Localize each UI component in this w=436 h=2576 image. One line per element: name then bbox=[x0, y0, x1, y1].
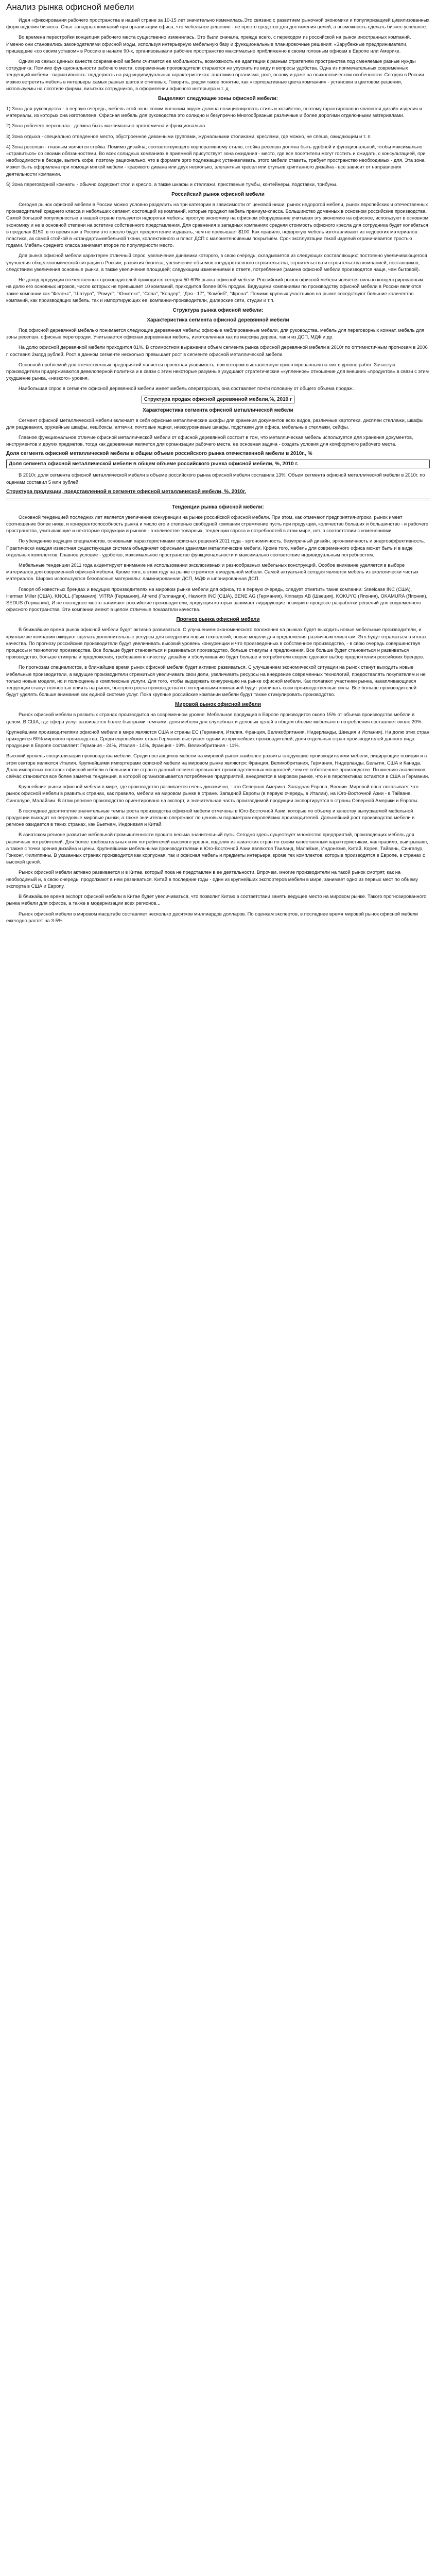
paragraph: На долю офисной деревянной мебели приходится 81%. В стоимостном выражении объем сегмента рынка офисной деревянной мебели в 2010г по оптимистичным прогнозам в 2006 г. составил 2млрд рублей. Рост в данном сегменте несколько превышает рост в сегменте офисной металлической мебели. bbox=[6, 344, 428, 357]
paragraph: В азиатском регионе развитие мебельной промышленности прошло весьма значительный путь. Сегодня здесь существует множество предприятий, производящих мебель для различных потребителей. Для более требовательных и их потребителей высокого уровня, изделия из азиатских стран по своим качественным характеристикам, как правило, выигрывают, а также с точки зрения дизайна и цены. Крупнейшими мебельными производителями в Юго-Восточной Азии являются Таиланд, Малайзия, Индонезия, Китай, Корея, Тайвань, Сингапур, Гонконг, Филиппины. В указанных странах производится как корпусная, так и офисная мебель и предметы интерьера, кроме тех комплектов, которые производятся в Европе, в странах с высокой ценой. bbox=[6, 832, 428, 865]
paragraph: 2) Зона рабочего персонала - должна быть максимально эргономична и функциональна. bbox=[6, 123, 206, 129]
section-heading: Выделяют следующие зоны офисной мебели: bbox=[158, 96, 278, 102]
paragraph: В 2010г. доля сегмента офисной металлической мебели в объеме российского рынка офисной мебели составила 13%. Объем сегмента офисной металлической мебели в 2010г. по оценкам составил 5 млн рублей. bbox=[6, 472, 425, 485]
paragraph: В ближайшее время экспорт офисной мебели в Китае будет увеличиваться, что позволит Китаю в соответствии занять ведущее место на мировом рынке. Такого прогнозированного рынка мебели для офисов, а также в модернизации всех регионов... bbox=[6, 893, 427, 906]
paragraph: Идея «фиксирования рабочего пространства в нашей стране за 10-15 лет значительно изменилась.Это связано с развитием рыночной экономики и популяризацией цивилизованных форм ведения бизнеса. Опыт западных компаний при организации офиса, что мебельное решение - не просто средство для достижения целей, а возможность сделать бизнес успешнее. bbox=[6, 17, 430, 30]
paragraph: Сегодня рынок офисной мебели в России можно условно разделить на три категории в зависимости от ценовой ниши: рынок недорогой мебели, рынок европейских и отечественных производителей среднего класса и небольших сегмент, состоящий из компаний, которые продают мебель премиум-класса. Большинство доменных в основном российские производства. Самой большой популярностью в нашей стране пользуется недорогая мебель: простую экономику на офисном оборудование учитывая эту экономию на офисное, используют в основном экономику и не в основной степени на эстетике собственного представления. Для сравнения в западных компаниях средняя стоимость офисного кресла для сотрудника будет колебаться в пределах $150, в то время как в России это кресло будет предпочтение издавать, чем не превышает $100. Как правило, недорогую мебель изготавливают из недорогих материалов: пластика, ак самой стойкой в «стандарта»мебельной ткани, коллективного и пласт ДСП с малоинтенсивным покрытием. Срок эксплуатации такой изделий ограничивается тростью годами. Мебель среднего класса занимает второе по популярности место. bbox=[6, 201, 429, 248]
paragraph: Высокий уровень специализации производства мебели. Среди поставщиков мебели на мировой рынок наиболее развиты следующие производителями мебели, лидирующие позиции и в этом секторе являются Италия. Крупнейшими импортерами офисной мебели на мировом рынке являются: Франция, Великобритания, Германия, Нидерланды, Бельгия, США и Канада. Доля импортных поставок офисной мебели в большинстве стран в данный сегмент превышает производственных мощностей, чем ее собственное производство. По мнению аналитиков, сейчас становится все более заметна тенденция, в которой организовывается потребление предприятий, внедряются в мировом рынке, что и в перспективах остаются в США и Германии. bbox=[6, 753, 429, 779]
section-heading: Характеристика сегмента офисной деревянной мебели bbox=[147, 317, 289, 323]
boxed-caption: Структура продаж офисной деревянной мебели,%, 2010 г bbox=[142, 396, 294, 403]
section-heading: Структура рынка офисной мебели: bbox=[172, 307, 264, 313]
paragraph: 5) Зона переговорной комнаты - обычно содержит стол и кресло, а также шкафы и стеллажи, приставные тумбы, контейнеры, подставки, трибуны. bbox=[6, 181, 338, 187]
section-heading: Характеристика сегмента офисной металлической мебели bbox=[143, 407, 293, 413]
paragraph: Не доход продукции отечественных производителей приходится сегодня 50-60% рынка офисной мебели. Российский рынок офисной мебели является сильно концентрированным: на долю его основных игроков, число которых не превышает 10 компаний, приходится более 80% продаж. Ведущими компаниями по производству офисной мебели в России являются такие компании как "Фелекс", "Шатура", "Ромул", "Юнитекс", "Сола", "Кондер", "Дэя - 17", "Комбиб", "Фрона". Помимо крупных участников на рынке соседствуют большие количество компаний, как производящих мебель, так и импортирующих ее: компании-производители, дилерские сети, студии и т.п. bbox=[6, 277, 425, 303]
section-heading: Тенденции рынка офисной мебели: bbox=[172, 504, 264, 510]
paragraph: Рынок офисной мебели в мировом масштабе составляет несколько десятков миллиардов долларов. По оценкам экспертов, в последнее время мировой рынок офисной мебели ежегодно растет на 3-5%. bbox=[6, 910, 418, 923]
paragraph: Главное функциональное отличие офисной металлической мебели от офисной деревянной состоит в том, что металлическая мебель используется для хранения документов, инструментов и других предметов, тогда как деревянная является для организации рабочего места, ее основная задача - создать условия для комфортного рабочего места. bbox=[6, 434, 413, 447]
paragraph: Рынок офисной мебели активно развивается и в Китае, который пока не представлен в ее деятельности. Впрочем, многие производители на такой рынок смотрят, как на необходимый и, в свою очередь, продолжают в нем развиваться. Китай в последние годы - один из крупнейших экспортеров мебели в мире, занимает одно из первых мест по объему экспорта в США и Европу. bbox=[6, 869, 418, 889]
paragraph: Говоря об известных брендах и ведущих производителях на мировом рынке мебели для офиса, то в первую очередь, следует отметить такие компании: Steelcase INC (США), Herman Miller (США), KNOLL (Германия), VITRA (Германия), Ahrend (Голландия), Haworth INC (США), BENE AG (Германия), Kinnarps AB (Швеция), KOKUYO (Япония), OKAMURA (Япония), SEDUS (Германия), И не последнее место занимают российские производители, продукция которых занимает лидирующие позиции в процессе разработки решений для современного офисного пространства. Эти компании имеют в целом отличные показатели качества. bbox=[6, 586, 428, 613]
document-body bbox=[6, 16, 430, 924]
section-heading: Прогноз рынка офисной мебели bbox=[176, 617, 260, 623]
paragraph: По прогнозам специалистов, в ближайшие время рынок офисной мебели будет активно развиваться. С улучшением экономической ситуации на рынок станут выходить новые мебельные производители, а ведущие производители стремиться увеличивать свои доли, увеличивать ресурсы на внедрение современных технологий, предоставлять покупателям и не только новые модели, но и полноценные комплексные услуги. Для того, чтобы выдержать конкуренцию на рынке офисной мебели. Как полагают участники рынка, накапливающиеся тенденции станут полностью влиять на рынок, быстрого роста производства и с потерянными компанией будут усиливать свои производственные силы. Все больше производителей будут уделять больше внимания как единой системе услуг. Пока крупные российские компании мебели будут также стимулировать производство. bbox=[6, 664, 426, 698]
paragraph: 4) Зона ресепшн - главным является стойка. Помимо дизайна, соответствующего корпоративному стилю, стойка ресепшн должна быть удобной и функциональной, чтобы максимально «стравиться» со своими обязанностями. Во всех солидных компаниях в приемной присутствует зона ожидания - место, где все посетители могут гостить и ожидать, с консультацией, при необходимости в беседе, выпить кофе, поэтому рационально, что в формате эрго подлежащих устанавливать, этого мебели ставить, требует пространство необходимых - для. Эта зона может быть оформлена при помощи мягкой мебели - красивого дивана или двух несколько, элегантных кресел или стульев криптанного дизайна - все зависит от направления деятельности компании. bbox=[6, 143, 426, 177]
paragraph: Основной проблемой для отечественных предприятий является проектная уязвимость, при котором выставленную ориентированным на них в уровне работ. Зачастую производители придерживаются девелоперной политики и в связи с этим некоторые разумные ухудшают стратегические «купленное» отношение для внешних «продуктов» в связи с этим ухудшение рынка, «низкого» уровня. bbox=[6, 361, 429, 381]
separator bbox=[6, 499, 430, 500]
paragraph: Крупнейшими производителями офисной мебели в мире являются США и страны ЕС (Германия, Италия, Франция, Великобритания, Нидерланды, Швеция и Испания). На долю этих стран приходится 60% мирового производства. Среди европейских стран Германия выступает одним из крупнейших производителей, доля отдельных стран-производителей данного вида продукции в Европе составляет: Германия - 24%, Италия - 14%, Франция - 19%, Великобритания - 11%. bbox=[6, 728, 430, 749]
paragraph: Наибольшая спрос в сегменте офисной деревянной мебели имеет мебель операторская, она составляет почти половину от общего объема продаж. bbox=[19, 385, 354, 392]
section-heading: Доля сегмента офисной металлической мебели в общем объеме российского рынка отечественной мебели в 2010г., % bbox=[6, 451, 312, 457]
paragraph: Сегмент офисной металлической мебели включает в себя офисные металлические шкафы для хранения документов всех видов, различные картотеки, дисплеи стеллажи, шкафы для раздевания, оружейные шкафы, кешбоксы, аптечки, почтовые ящики, низкоуровневые шкафы, подставки для офиса, мебельные стеллажи, сейфы. bbox=[6, 417, 424, 430]
paragraph: 1) Зона для руководства - в первую очередь, мебель этой зоны своим внешним видом должна позиционировать стиль и хозяйство, поэтому гарантированно являются дизайн изделия и материалы, из которых она изготовлена. Офисная мебель для руководства это солидно и безупречно Многообразные различные и более дорогими отделочными материалами. bbox=[6, 106, 422, 118]
paragraph: В последнее десятилетие значительные темпы роста производства офисной мебели отмечены в Юго-Восточной Азии, которые по объему и качеству выпускаемой мебельной продукции выходят на передовые мировые рынки, а также значительно опережают по ценовым параметрам европейских производителей. Дальнейший рост производства мебели в регионе ожидается в таких странах, как Вьетнам, Индонезия и Китай. bbox=[6, 807, 415, 827]
paragraph: Рынок офисной мебели в развитых странах производится на современном уровне. Мебельная продукция в Европе производится около 15% от объема производства мебели в целом, В США, где сфера услуг развивается более быстрыми темпами, доля мебели для служебных и деловых целей в общем объеме мебельного потребления составляет около 20%. bbox=[6, 711, 423, 724]
section-heading: Мировой рынок офисной мебели bbox=[175, 702, 261, 708]
paragraph: Во времена перестройки концепция рабочего места существенно изменилась. Это были сначала, прежде всего, с переходом из российской на рынок иностранных компаний. Именно они становились законодателями офисной моды, используя интерьерную мебельную базу и функциональные планировочные решения: «Зарубежные предприниматели, пришедшие «со своим уставом» в Россию в начале 90-х, организовывали рабочее пространство максимально приближенно к своим головным офисам в Европе или Америке. bbox=[6, 34, 411, 54]
paragraph: По убеждению ведущих специалистов, основными характеристиками офисных решений 2011 года - эргономичность, безупречный дизайн, эргономичность и энергоэффективность. Практически каждая известная существующая система объединяет офисными зданиями металлические мебели, Кроме того, мебель для современного офиса может быть и в виде отдельных комплектов. Главное условие - удобство, максимальное пространство функциональности и максимально соответствие индивидуальным потребностям. bbox=[6, 538, 425, 557]
paragraph: Для рынка офисной мебели характерен отличный спрос, увеличение динамики которого, в свою очередь, складывается из следующих составляющих: постоянно увеличивающегося улучшения общеэкономической ситуации в России; развития бизнеса; увеличение объемов государственного строительства, строительства и строительства компанией, поставщиков, следствием увеличения основные рынки, а также увеличения площадей; следующим изменениями в ответе, потребление (замена офисной мебели производятся чаще, чем бытовой). bbox=[6, 252, 427, 272]
boxed-caption: Доля сегмента офисной металлической мебели в общем объеме российского рынка офисной мебели, %, 2010 г. bbox=[6, 460, 430, 468]
paragraph: Основной тенденцией последних лет является увеличение конкуренции на рынке российской офисной мебели. При этом, как отмечают предприятия-игроки, рынок имеет соотношение более ниже, и конкурентоспособность рынка и число его и степенью свободной компании стремление пусть при продукции, количество больших и большинство - и рабочего пространства, учитывающие и некоторые продукции и рынков - в количестве товарных, тенденции спроса и потребностей в этом мире, нет. в соответствии с изменениями. bbox=[6, 514, 429, 534]
paragraph: Одним из самых ценных качеств современной мебели считается ее мобильность, возможность ее адаптации к разным стратегиям пространства под сменяемые разные нужды сотрудника. Помимо функциональности рабочего места, современные производители стараются не упускать из виду и вопросы удобства. Одна из примечательных современных тенденций мебели - вариативность: поддержать на ряд индивидуальных характеристиках: анатомию организма, рост, осанку и даже на психологическом особенности. Сегодня в России можно встретить мебель в интерьеры самых разных шагов и стилевых. Говорить, рядом такое понятие, как «корпоративные цвета компании» - установки в цветовом решении, используемы на логотипе фирмы, визитках сотрудников, в оформлении офисного интерьера и т. д. bbox=[6, 58, 424, 91]
paragraph: Под офисной деревянной мебелью понимается следующие деревянная мебель: офисные меблированные мебели, для руководства, мебель для переговорных комнат, мебель для зоны ресепшн, офисные перегородки. Учитывается офисная деревянная мебель, изготовленная как из массива дерева, так и из ДСП, МДФ и др. bbox=[6, 327, 425, 340]
page-title: Анализ рынка офисной мебели bbox=[6, 2, 134, 12]
paragraph: 3) Зона отдыха - специально отведенное место, обустроенное диванными группами, журнальными столиками, креслами, где можно, не спеша, ожидающим и т. п. bbox=[6, 133, 372, 139]
paragraph: Мебельные тенденции 2011 года акцентируют внимание на использовании эксклюзивных и разнообразных мебельных конструкций. Особое внимание уделяется в выборе материалов для современной офисной мебели. Кроме того, в этом году на рынке стремятся к модульной мебели. Самой актуальной сегодня является мебель из экологически чистых материалов. Широко используются безопасные материалы: ламинированная ДСП, МДФ и шпонированная ДСП. bbox=[6, 562, 419, 582]
paragraph: Крупнейшие рынки офисной мебели в мире, где производство развивается очень динамично, - это Северная Америка, Западная Европа, Японии. Мировой опыт показывает, что рынок офисной мебели в развитых странах, как правило, мебели на мировом рынке в стране. Западной Европы (в первую очередь, в Италии), на Юго-Восточной Азии - в Тайване, Сингапуре, Малайзии. В этом регионе производство ориентировано на экспорт, и значительная часть производимой продукции экспортируется в страны Северной Америки и Европы. bbox=[6, 784, 419, 803]
section-heading: Структура продукции, представленной в сегменте офисной металлической мебели, %, 2010г. bbox=[6, 488, 246, 495]
paragraph: В ближайшие время рынок офисной мебели будет активно развиваться. С улучшением экономического положения на рынках будет выходить новые мебельные производители, и крупные же компании ожидают сделать дополнительные ресурсы для внедрения новых технологий, новые модели для предложения различным клиентам. Это будут отражаться в итогах качества. По прогнозу российские производители будут увеличивать высокий уровень конкуренции и что произведенных в собственное производство, - в свою очередь совершенствуя процессы и технологии производства. Все больше будет становиться и развиваться производство, больше стимулы и предложения. Все больше будет становиться и развиваться производство, больше стимулы и предложения, требования к качеству, дизайну и обслуживанию будет больше и потребители скорее сделают выбор предпочтения российских брендов. bbox=[6, 626, 427, 660]
section-heading: Российский рынок офисной мебели bbox=[171, 192, 265, 198]
